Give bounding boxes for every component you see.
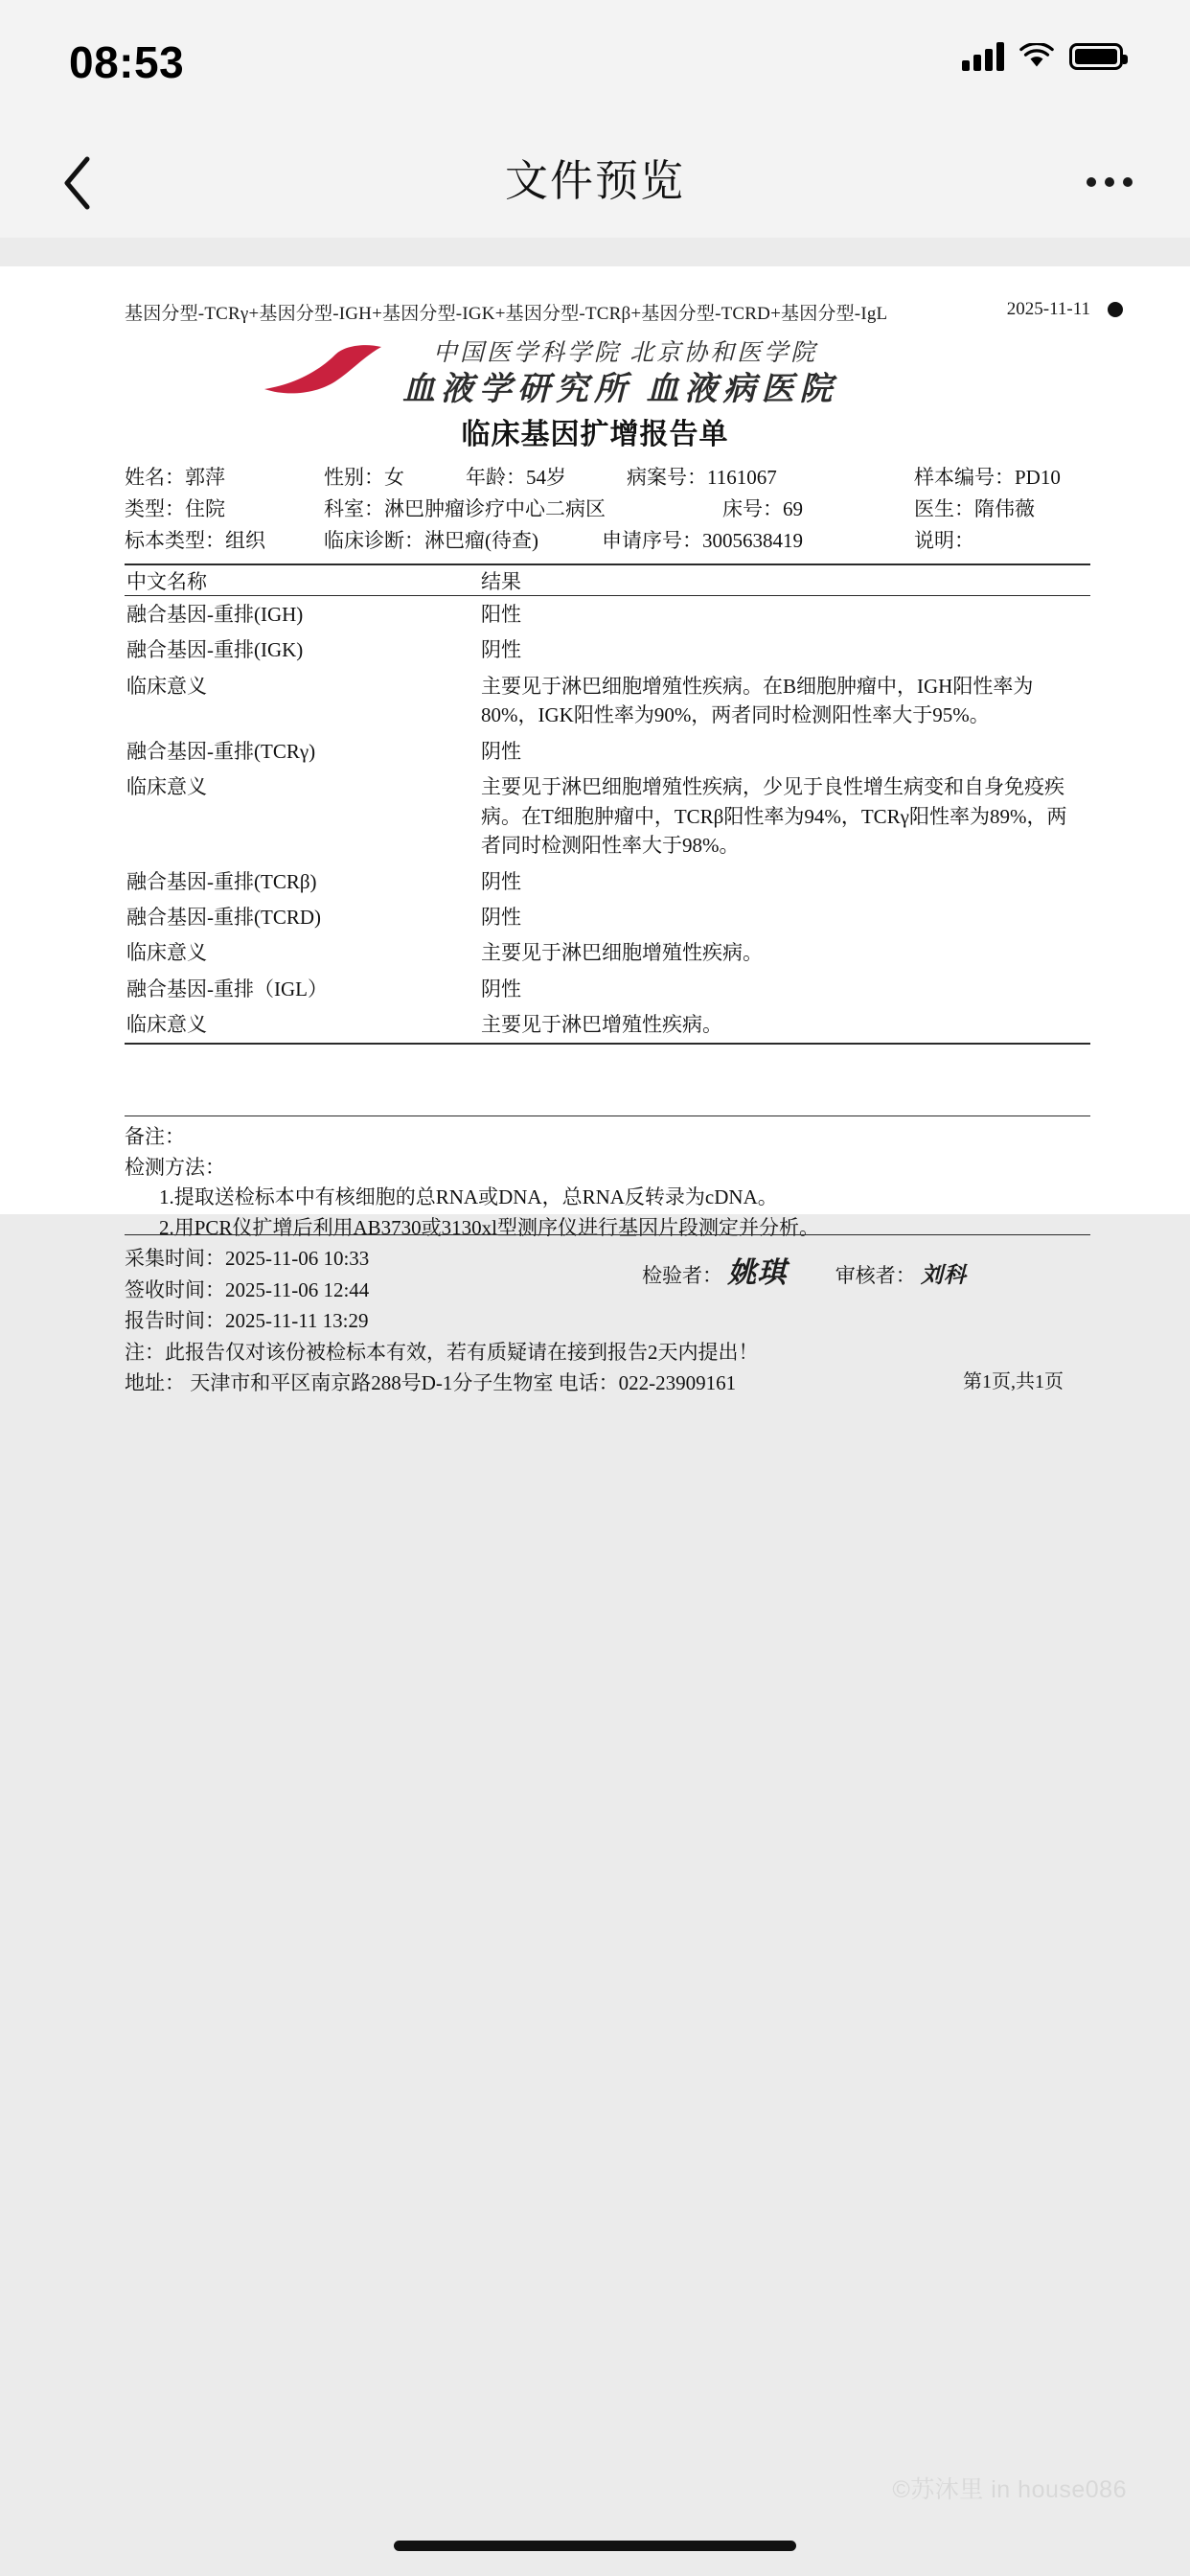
- patient-age: 年龄：54岁: [466, 465, 566, 489]
- wifi-icon: [1019, 43, 1054, 70]
- report-title: 临床基因扩增报告单: [461, 419, 729, 450]
- specimen-type: 标本类型：组织: [125, 528, 265, 552]
- battery-icon: [1069, 43, 1123, 70]
- row-value: 主要见于淋巴增殖性疾病。: [481, 1013, 722, 1037]
- row-label: 临床意义: [126, 1013, 207, 1037]
- institution-name-line2: 血液学研究所 血液病医院: [402, 372, 838, 407]
- patient-info-row: [125, 460, 1090, 492]
- row-value: 主要见于淋巴细胞增殖性疾病，少见于良性增生病变和自身免疫疾病。在T细胞肿瘤中，TCRβ阳性率为94%，TCRγ阳性率为89%，两者同时检测阳性率大于98%。: [481, 775, 1067, 858]
- table-row: [125, 769, 1090, 862]
- table-row: [125, 733, 1090, 769]
- method-step-2: 2.用PCR仪扩增后利用AB3730或3130xl型测序仪进行基因片段测定并分析。: [159, 1215, 819, 1239]
- row-label: 融合基因-重排(IGK): [126, 638, 304, 662]
- patient-info-row: [125, 492, 1090, 523]
- tester-label: 检验者：: [642, 1264, 722, 1287]
- column-header-name: 中文名称: [126, 569, 207, 593]
- report-time: 报告时间：2025-11-11 13:29: [125, 1309, 369, 1333]
- table-row: [125, 1006, 1090, 1042]
- department: 科室：淋巴肿瘤诊疗中心二病区: [324, 496, 606, 520]
- signal-bars-icon: [962, 42, 1004, 71]
- remark-field: 说明：: [914, 528, 974, 552]
- more-dot: [1123, 177, 1133, 187]
- row-value: 阴性: [481, 739, 521, 763]
- tester-signature: 姚琪: [727, 1257, 788, 1289]
- table-header-row: [125, 564, 1090, 596]
- more-dot: [1087, 177, 1096, 187]
- table-body: [125, 596, 1090, 1045]
- row-value: 阴性: [481, 869, 521, 893]
- more-dot: [1105, 177, 1114, 187]
- receive-time: 签收时间：2025-11-06 12:44: [125, 1277, 370, 1301]
- document-preview[interactable]: [0, 266, 1190, 1395]
- patient-name: 姓名：郭萍: [125, 465, 225, 489]
- document-header: [0, 299, 1190, 330]
- status-time: 08:53: [69, 37, 185, 87]
- table-row: [125, 668, 1090, 733]
- sample-number: 样本编号：PD10: [914, 465, 1061, 489]
- table-row: [125, 934, 1090, 970]
- table-row: [125, 632, 1090, 667]
- disclaimer-text: 注：此报告仅对该份被检标本有效，若有质疑请在接到报告2天内提出！: [125, 1340, 759, 1364]
- remark-label: 备注：: [125, 1125, 185, 1148]
- row-value: 阴性: [481, 638, 521, 662]
- bed-number: 床号：69: [722, 496, 803, 520]
- row-label: 融合基因-重排（IGL）: [126, 977, 328, 1000]
- row-label: 融合基因-重排(TCRD): [126, 905, 321, 929]
- row-label: 融合基因-重排(TCRβ): [126, 869, 317, 893]
- row-value: 主要见于淋巴细胞增殖性疾病。: [481, 941, 763, 965]
- more-options-button[interactable]: [1075, 153, 1144, 211]
- home-indicator[interactable]: [394, 2541, 796, 2551]
- method-label: 检测方法：: [125, 1155, 225, 1179]
- collect-time: 采集时间：2025-11-06 10:33: [125, 1247, 370, 1270]
- row-value: 阴性: [481, 905, 521, 929]
- notes-section: [125, 1116, 1090, 1243]
- reviewer-label: 审核者：: [835, 1264, 916, 1287]
- column-header-result: 结果: [481, 569, 521, 593]
- table-row: [125, 596, 1090, 632]
- patient-info-row: [125, 523, 1090, 555]
- footer-section: [125, 1234, 1090, 1399]
- row-label: 临床意义: [126, 941, 207, 965]
- method-step-1: 1.提取送检标本中有核细胞的总RNA或DNA，总RNA反转录为cDNA。: [159, 1185, 778, 1208]
- hospital-logo-icon: [261, 341, 385, 401]
- clinical-diagnosis: 临床诊断：淋巴瘤(待查): [324, 528, 538, 552]
- patient-gender: 性别：女: [324, 465, 404, 489]
- institution-logo-block: [0, 332, 1190, 406]
- signature-area: [642, 1249, 967, 1291]
- document-header-date: 2025-11-11: [1006, 299, 1090, 319]
- row-value: 阴性: [481, 977, 521, 1000]
- row-value: 阳性: [481, 603, 521, 626]
- doctor-name: 医生：隋伟薇: [914, 496, 1035, 520]
- patient-info: [125, 460, 1090, 555]
- page-mark: 第1页,共1页: [963, 1370, 1064, 1392]
- patient-type: 类型：住院: [125, 496, 225, 520]
- header-marker-dot: [1108, 302, 1123, 317]
- row-label: 临床意义: [126, 775, 207, 799]
- case-number: 病案号：1161067: [627, 465, 777, 489]
- status-indicators: [962, 42, 1123, 71]
- table-row: [125, 899, 1090, 934]
- status-bar: [0, 0, 1190, 123]
- row-label: 融合基因-重排(IGH): [126, 603, 304, 626]
- table-row: [125, 971, 1090, 1006]
- row-value: 主要见于淋巴细胞增殖性疾病。在B细胞肿瘤中，IGH阳性率为80%，IGK阳性率为90%，两者同时检测阳性率大于95%。: [481, 674, 1034, 727]
- address-text: 地址： 天津市和平区南京路288号D-1分子生物室 电话：022-23909161: [125, 1371, 737, 1395]
- watermark: ©苏沐里 in house086: [892, 2476, 1127, 2503]
- document-header-text: 基因分型-TCRγ+基因分型-IGH+基因分型-IGK+基因分型-TCRβ+基因分型-TCRD+基因分型-IgL: [125, 304, 888, 324]
- request-number: 申请序号：3005638419: [602, 528, 803, 552]
- reviewer-signature: 刘科: [921, 1263, 967, 1287]
- institution-name-line1: 中国医学科学院 北京协和医学院: [433, 340, 818, 366]
- page-title: 文件预览: [504, 156, 685, 205]
- row-label: 临床意义: [126, 674, 207, 698]
- results-table: [125, 564, 1090, 1045]
- nav-bar: [0, 123, 1190, 238]
- row-label: 融合基因-重排(TCRγ): [126, 739, 316, 763]
- table-row: [125, 863, 1090, 899]
